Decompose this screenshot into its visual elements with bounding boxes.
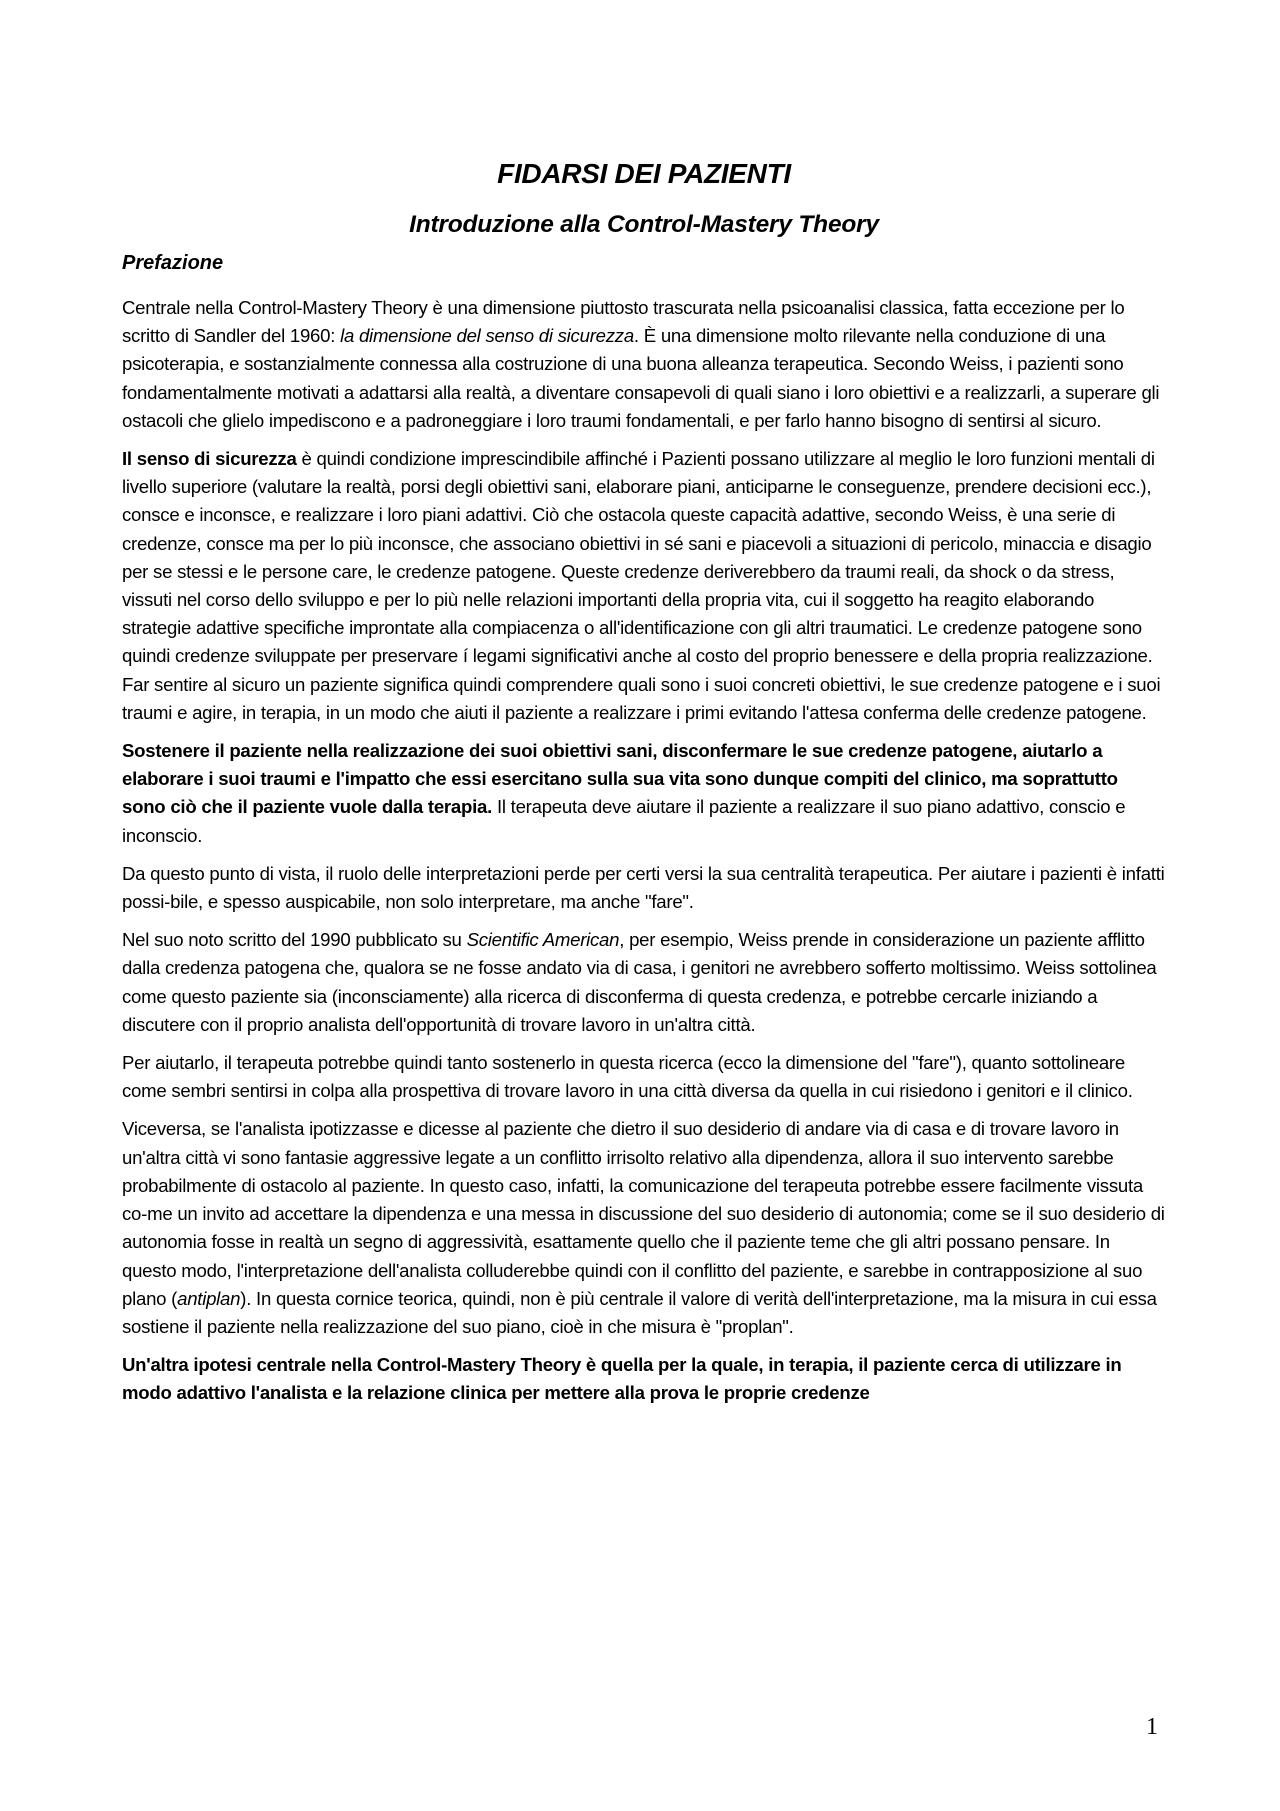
paragraph-3-text: Il terapeuta deve aiutare il paziente a realizzare il suo piano adattivo, conscio e inconscio. <box>122 796 1126 846</box>
paragraph-2-bold: Il senso di sicurezza <box>122 448 297 470</box>
paragraph-7-italic: antiplan <box>177 1287 241 1309</box>
paragraph-7 <box>122 1115 1166 1341</box>
paragraph-5-italic: Scientific American <box>466 929 620 951</box>
section-heading: Prefazione <box>122 252 224 274</box>
document-subtitle: Introduzione alla Control-Mastery Theory <box>409 211 879 238</box>
paragraph-5-text-c: , per esempio, Weiss prende in considerazione un paziente afflitto dalla credenza patogena che, qualora se ne fosse andato via di casa, i genitori ne avrebbero sofferto moltissimo. Weiss sottolinea come questo paziente sia (inconsciamente) alla ricerca di disconferma di questa credenza, e potrebbe cercarle iniziando a discutere con il proprio analista dell'opportunità di trovare lavoro in un'altra città. <box>122 929 1157 1035</box>
paragraph-7-text-c: ). In questa cornice teorica, quindi, non è più centrale il valore di verità dell'interpretazione, ma la misura in cui essa sostiene il paziente nella realizzazione del suo piano, cioè in che misura è "proplan". <box>122 1287 1157 1337</box>
paragraph-1-text-a: Centrale nella Control-Mastery Theory è una dimensione piuttosto trascurata nella psicoanalisi classica, fatta eccezione per lo scritto di Sandler del 1960: <box>122 297 1125 347</box>
page-number: 1 <box>1146 1714 1158 1740</box>
paragraph-2-text: è quindi condizione imprescindibile affinché i Pazienti possano utilizzare al meglio le loro funzioni mentali di livello superiore (valutare la realtà, porsi degli obiettivi sani, elaborare piani, anticiparne le conseguenze, prendere decisioni ecc.), consce e inconsce, e realizzare i loro piani adattivi. Ciò che ostacola queste capacità adattive, secondo Weiss, è una serie di credenze, consce ma per lo più inconsce, che associano obiettivi in sé sani e piacevoli a situazioni di pericolo, minaccia e disagio per se stessi e le persone care, le credenze patogene. Queste credenze deriverebbero da traumi reali, da shock o da stress, vissuti nel corso dello sviluppo e per lo più nelle relazioni importanti della propria vita, cui il soggetto ha reagito elaborando strategie adattive specifiche improntate alla compiacenza o all'identificazione con gli altri traumatici. Le credenze patogene sono quindi credenze sviluppate per preservare í legami significativi anche al costo del proprio benessere e della propria realizzazione. Far sentire al sicuro un paziente significa quindi comprendere quali sono i suoi concreti obiettivi, le sue credenze patogene e i suoi traumi e agire, in terapia, in un modo che aiuti il paziente a realizzare i primi evitando l'attesa conferma delle credenze patogene. <box>122 448 1161 723</box>
paragraph-3 <box>122 737 1166 850</box>
document-title: FIDARSI DEI PAZIENTI <box>497 158 791 189</box>
paragraph-1 <box>122 294 1166 435</box>
paragraph-6: Per aiutarlo, il terapeuta potrebbe quindi tanto sostenerlo in questa ricerca (ecco la dimensione del "fare"), quanto sottolineare come sembri sentirsi in colpa alla prospettiva di trovare lavoro in una città diversa da quella in cui risiedono i genitori e il clinico. <box>122 1052 1133 1102</box>
paragraph-5-text-a: Nel suo noto scritto del 1990 pubblicato su <box>122 929 467 951</box>
paragraph-4: Da questo punto di vista, il ruolo delle interpretazioni perde per certi versi la sua centralità terapeutica. Per aiutare i pazienti è infatti possi-bile, e spesso auspicabile, non solo interpretare, ma anche "fare". <box>122 862 1165 913</box>
paragraph-1-italic: la dimensione del senso di sicurezza <box>340 325 634 347</box>
paragraph-7-text-a: Viceversa, se l'analista ipotizzasse e dicesse al paziente che dietro il suo desiderio di andare via di casa e di trovare lavoro in un'altra città vi sono fantasie aggressive legate a un conflitto irrisolto relativo alla dipendenza, allora il suo intervento sarebbe probabilmente di ostacolo al paziente. In questo caso, infatti, la comunicazione del terapeuta potrebbe essere facilmente vissuta co-me un invito ad accettare la dipendenza e una messa in discussione del suo desiderio di autonomia; come se il suo desiderio di autonomia fosse in realtà un segno di aggressività, esattamente quello che il paziente teme che gli altri possano pensare. In questo modo, l'interpretazione dell'analista colluderebbe quindi con il conflitto del paziente, e sarebbe in contrapposizione al suo plano ( <box>122 1118 1165 1309</box>
document-body <box>122 150 1166 1418</box>
paragraph-8 <box>122 1351 1166 1407</box>
paragraph-5 <box>122 926 1166 1039</box>
paragraph-1-text-c: . È una dimensione molto rilevante nella conduzione di una psicoterapia, e sostanzialmente connessa alla costruzione di una buona alleanza terapeutica. Secondo Weiss, i pazienti sono fondamentalmente motivati a adattarsi alla realtà, a diventare consapevoli di quali siano i loro obiettivi e a realizzarli, a superare gli ostacoli che glielo impediscono e a padroneggiare i loro traumi fondamentali, e per farlo hanno bisogno di sentirsi al sicuro. <box>122 325 1160 431</box>
paragraph-8-bold: Un'altra ipotesi centrale nella Control-Mastery Theory è quella per la quale, in terapia, il paziente cerca di utilizzare in modo adattivo l'analista e la relazione clinica per mettere alla prova le proprie credenze <box>122 1354 1122 1404</box>
paragraph-3-bold: Sostenere il paziente nella realizzazione dei suoi obiettivi sani, disconfermare le sue credenze patogene, aiutarlo a elaborare i suoi traumi e l'impatto che essi esercitano sulla sua vita sono dunque compiti del clinico, ma soprattutto sono ciò che il paziente vuole dalla terapia. <box>122 740 1118 818</box>
paragraph-2 <box>122 445 1166 727</box>
